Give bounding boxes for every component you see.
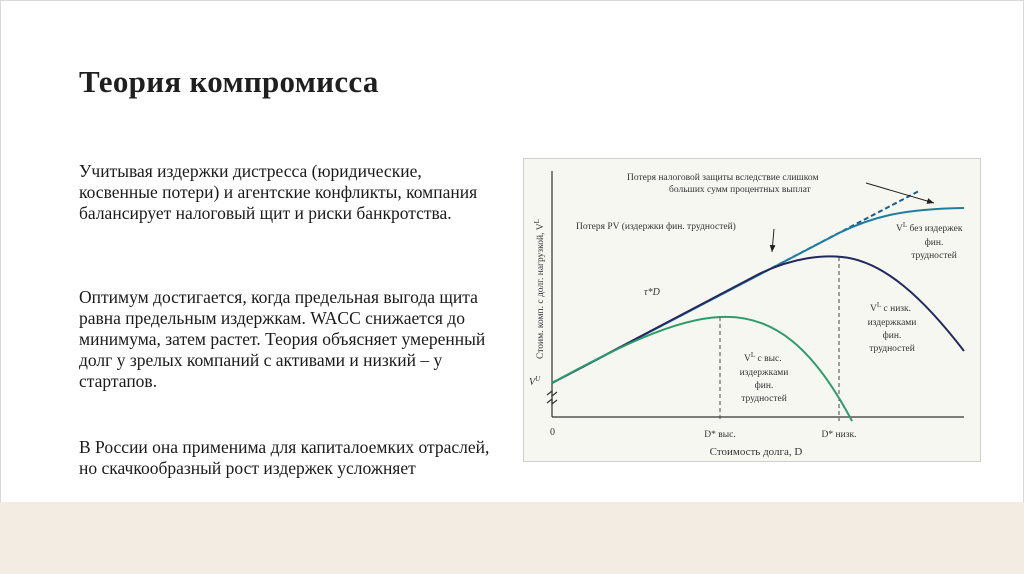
high-costs-label-line4: трудностей [741,394,787,404]
tick-d-low: D* низк. [821,430,857,440]
footer-band [0,502,1024,574]
tau-d-label: τ*D [644,287,660,298]
paragraph-optimum: Оптимум достигается, когда предельная выгода щита равна предельным издержкам. WACC снижается до минимума, затем растет. Теория объясняет умеренный долг у зрелых компаний с активами и низкий – у стартапов. [79,287,486,391]
low-costs-label-line2: издержками [867,318,917,328]
axis-break-mark-2 [547,399,557,404]
x-axis-label: Стоимость долга, D [709,446,803,458]
tradeoff-chart-svg [524,159,982,463]
low-costs-label-line4: трудностей [869,344,915,354]
high-costs-label-line3: фин. [754,381,774,391]
low-costs-label: $V^L$ с низк. [870,301,912,314]
no-costs-label-line2: фин. [924,238,944,248]
y-axis-label: Стоим. комп. с долг. нагрузкой, $V^L$ [533,219,546,359]
no-costs-label: $V^L$ без издержек [896,221,963,234]
pv-costs-arrow [772,229,774,252]
curve-high-costs [552,317,852,421]
vu-label: $V^U$ [529,375,541,388]
paragraph-distress: Учитывая издержки дистресса (юридические, косвенные потери) и агентские конфликты, компания балансирует налоговый щит и риски банкротства. [79,161,478,223]
slide-title: Теория компромисса [79,64,379,99]
tick-d-high: D* выс. [704,430,736,440]
low-costs-label-line3: фин. [882,331,902,341]
high-costs-label-line2: издержками [739,368,789,378]
origin-label: 0 [550,427,555,438]
tax-loss-label-line1: Потеря налоговой защиты вследствие слишком [627,173,819,183]
tradeoff-chart [523,158,981,462]
tax-loss-label-line2: больших сумм процентных выплат [669,185,811,195]
pv-costs-label: Потеря PV (издержки фин. трудностей) [576,222,736,232]
paragraph-russia: В России она применима для капиталоемких отраслей, но скачкообразный рост издержек усложняет [79,437,490,478]
axis-break-mark-1 [547,391,557,396]
no-costs-label-line3: трудностей [911,251,957,261]
high-costs-label: $V^L$ с выс. [744,351,782,364]
